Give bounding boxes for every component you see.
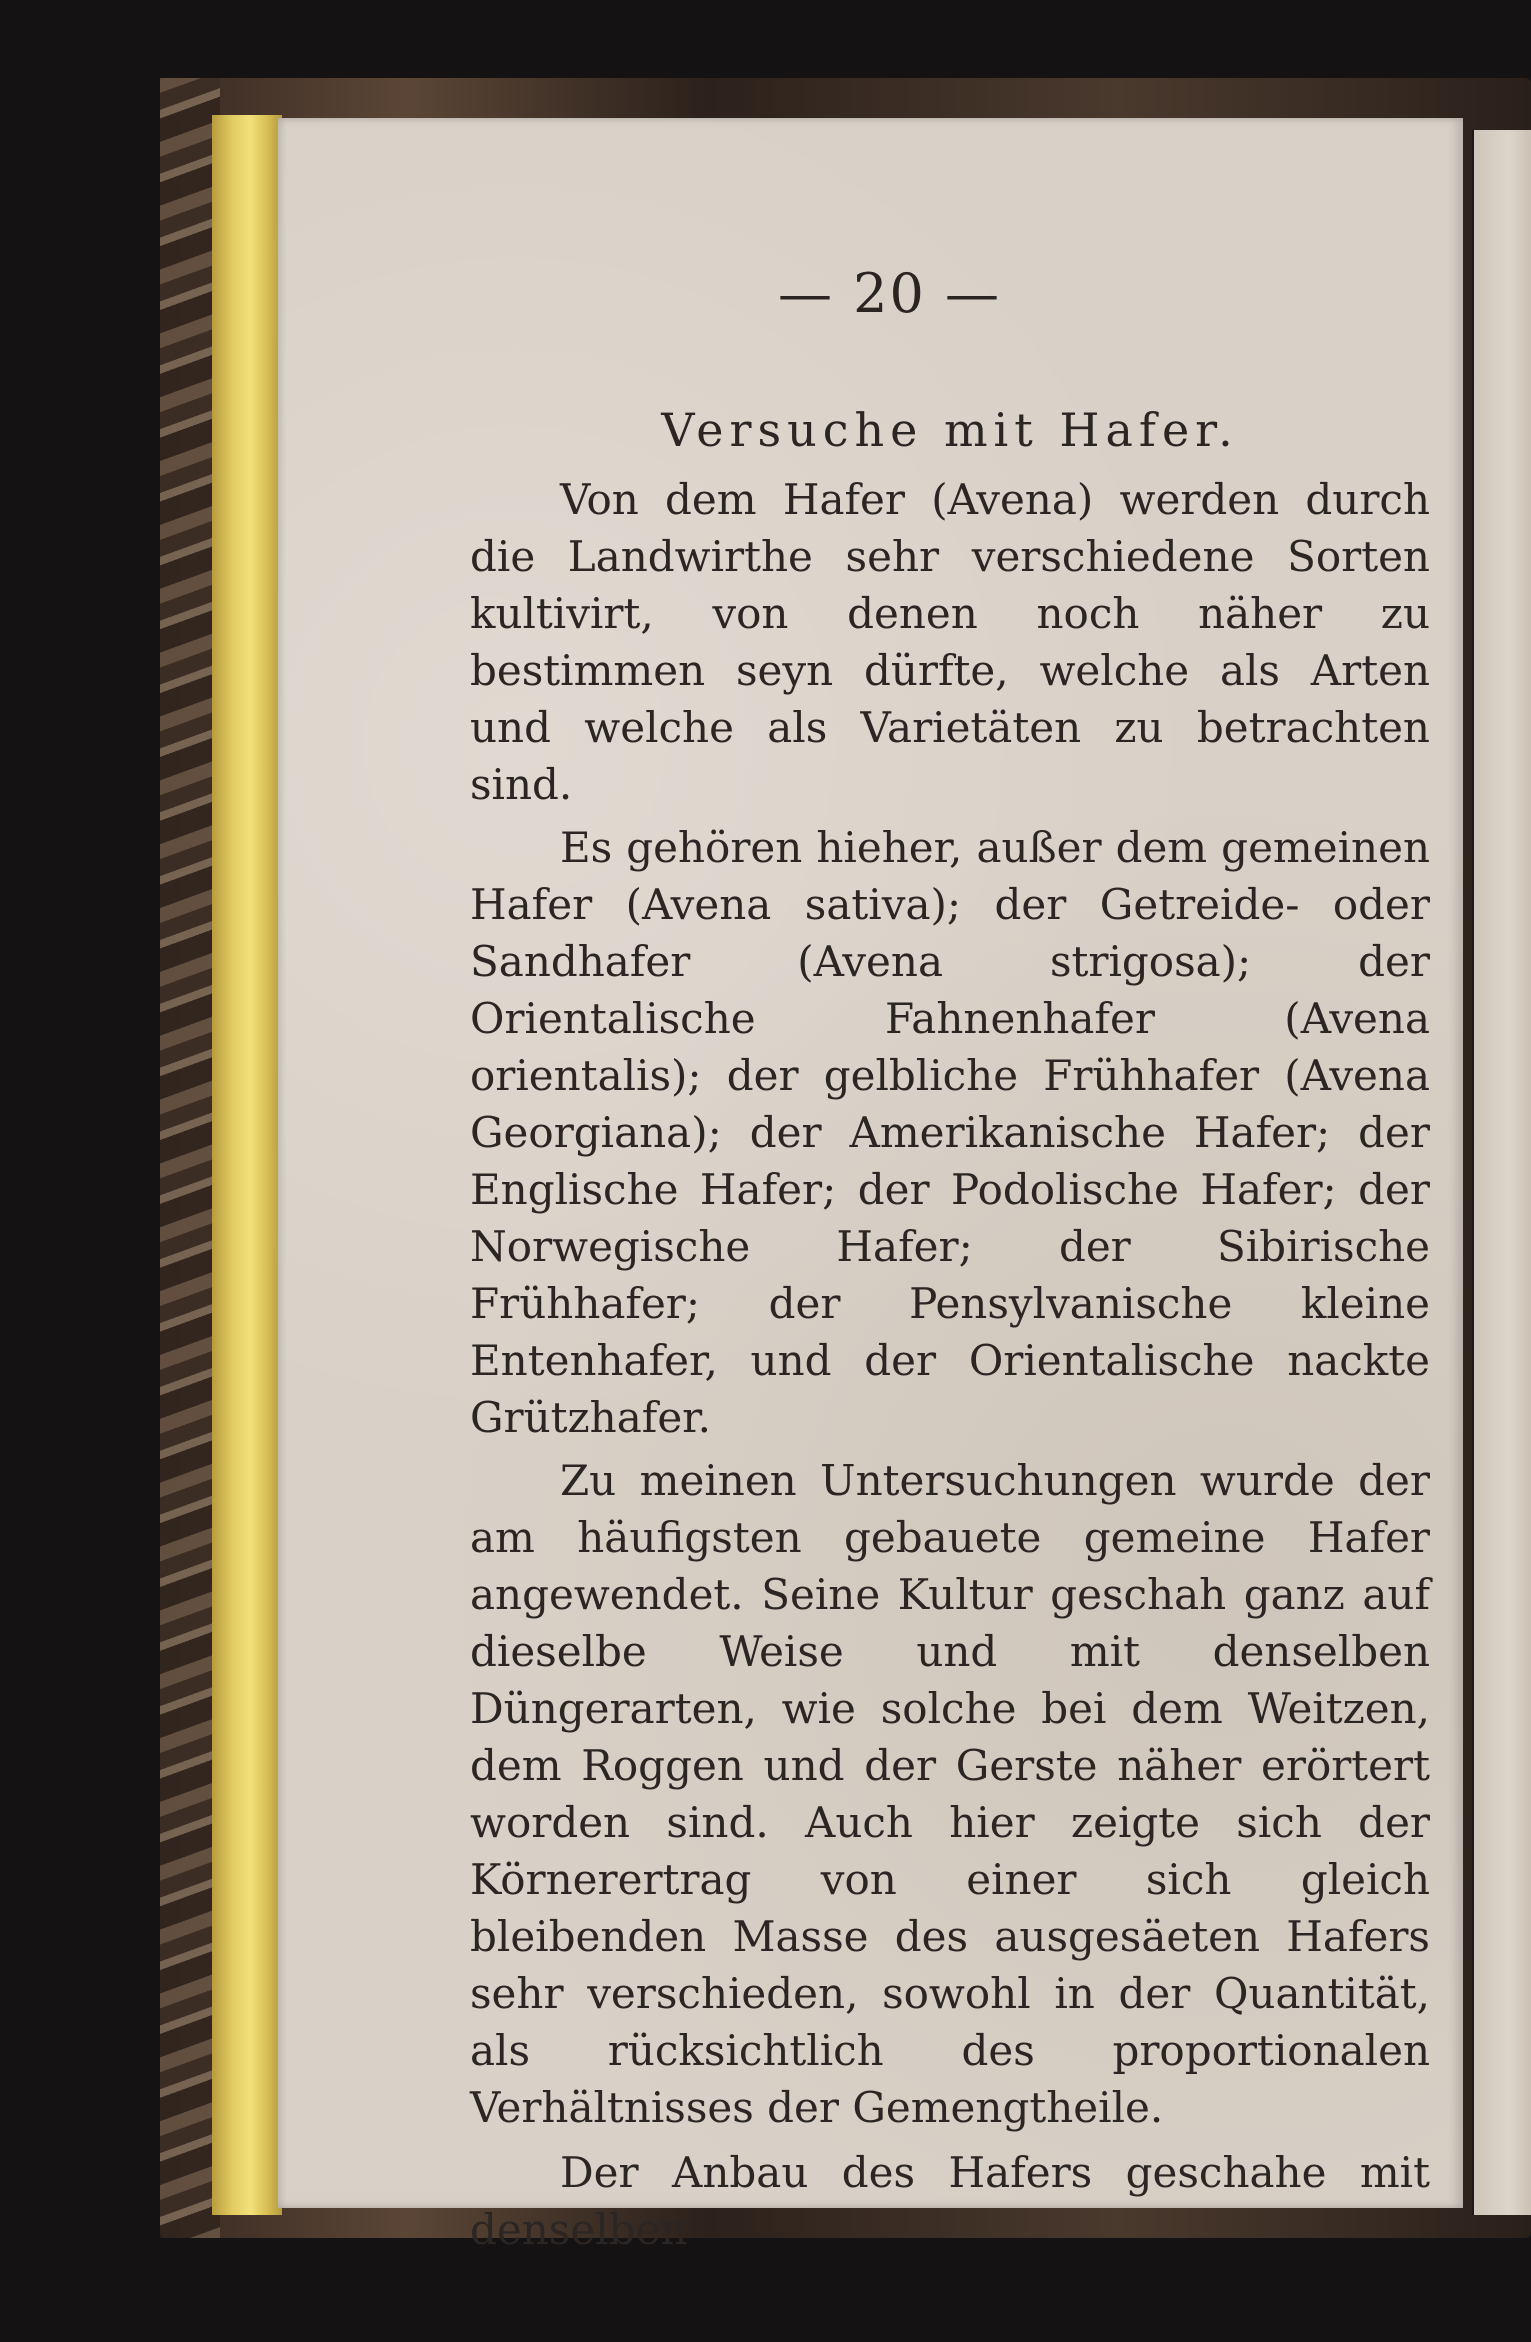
adjacent-page-edge [1472, 130, 1531, 2215]
page-number: — 20 — [778, 262, 1002, 325]
paragraph-2: Es gehören hieher, außer dem gemeinen Hafer (Avena sativa); der Getreide- oder Sandhafer (Avena strigosa); der Orientalische Fahnenhafer (Avena orientalis); der gelbliche Frühhafer (Avena Georgiana); der Amerikanische Hafer; der Englische Hafer; der Podolische Hafer; der Norwegische Hafer; der Sibirische Frühhafer; der Pensylvanische kleine Entenhafer, und der Orientalische nackte Grützhafer. [470, 823, 1430, 1442]
paragraph-4: Der Anbau des Hafers geschahe mit denselben [470, 2148, 1430, 2254]
marbled-cover-edge [160, 78, 220, 2238]
section-heading: Versuche mit Hafer. [661, 403, 1239, 457]
paragraph-3: Zu meinen Untersuchungen wurde der am häufigsten gebauete gemeine Hafer angewendet. Seine Kultur geschah ganz auf dieselbe Weise und mit denselben Düngerarten, wie solche bei dem Weitzen, dem Roggen und der Gerste näher erörtert worden sind. Auch hier zeigte sich der Körnerertrag von einer sich gleich bleibenden Masse des ausgesäeten Hafers sehr verschieden, sowohl in der Quantität, als rücksichtlich des proportionalen Verhältnisses der Gemengtheile. [470, 1456, 1430, 2132]
page-text [470, 402, 1430, 2264]
gilt-page-edges [212, 115, 282, 2215]
paragraph-1: Von dem Hafer (Avena) werden durch die Landwirthe sehr verschiedene Sorten kultivirt, von denen noch näher zu bestimmen seyn dürfte, welche als Arten und welche als Varietäten zu betrachten sind. [470, 475, 1430, 809]
